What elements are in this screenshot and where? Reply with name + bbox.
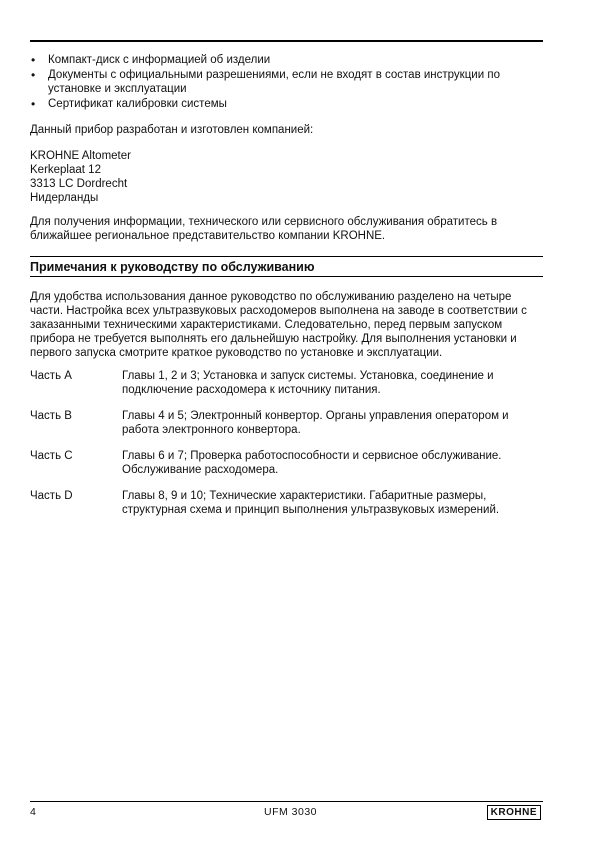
part-description: Главы 6 и 7; Проверка работоспособности и сервисное обслуживание. Обслуживание расходомера. [122,450,502,476]
part-label: Часть D [30,490,73,502]
list-item: • Документы с официальными разрешениями, если не входят в состав инструкции по установке и эксплуатации [30,68,542,96]
part-row [30,449,542,477]
part-description: Главы 4 и 5; Электронный конвертор. Органы управления оператором и работа электронного конвертора. [122,410,509,436]
section-intro: Для удобства использования данное руководство по обслуживанию разделено на четыре части. Настройка всех ультразвуковых расходомеров выполнена на заводе в соответствии с заказанными техническими характеристиками. Следовательно, перед первым запуском прибора не требуется выполнять его дальнейшую настройку. Для выполнения установки и первого запуска смотрите краткое руководство по установке и эксплуатации. [30,291,527,359]
part-description: Главы 1, 2 и 3; Установка и запуск системы. Установка, соединение и подключение расходомера к источнику питания. [122,370,494,396]
address-country: Нидерланды [30,192,99,204]
part-row [30,409,542,437]
part-row [30,369,542,397]
part-label: Часть C [30,450,73,462]
page-footer [30,806,543,822]
document-code: UFM 3030 [264,806,318,818]
address-street: Kerkeplaat 12 [30,164,101,176]
address-city: 3313 LC Dordrecht [30,178,128,190]
part-row [30,489,542,517]
contact-note: Для получения информации, технического или сервисного обслуживания обратитесь в ближайшее региональное представительство компании KROHNE. [30,216,498,242]
part-label: Часть B [30,410,72,422]
list-item: • Компакт-диск с информацией об изделии [30,53,542,67]
footer-rule [30,801,543,802]
part-label: Часть A [30,370,72,382]
address-company: KROHNE Altometer [30,150,131,162]
section-title: Примечания к руководству по обслуживанию [30,256,543,277]
krohne-logo: KROHNE [487,805,541,820]
manufacturer-intro: Данный прибор разработан и изготовлен компанией: [30,124,314,136]
manufacturer-address [30,149,131,205]
page-number: 4 [30,806,36,818]
parts-list [30,369,542,529]
list-item: • Сертификат калибровки системы [30,97,542,111]
bullet-list [30,53,542,112]
header-rule [30,40,543,42]
part-description: Главы 8, 9 и 10; Технические характеристики. Габаритные размеры, структурная схема и принцип выполнения ультразвуковых измерений. [122,490,500,516]
